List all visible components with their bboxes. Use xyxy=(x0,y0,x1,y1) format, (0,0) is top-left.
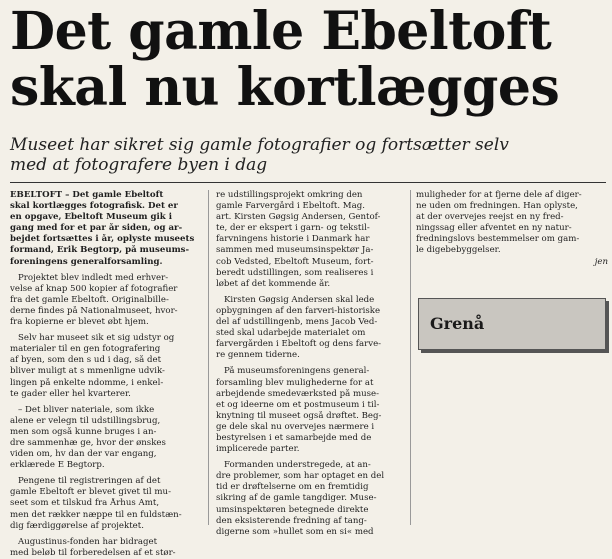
article-line: le digebebyggelser. xyxy=(416,245,501,256)
article-line: re gennem tiderne. xyxy=(216,350,300,361)
subheadline xyxy=(10,135,606,175)
article-line: art. Kirsten Gøgsig Andersen, Gentof- xyxy=(216,212,381,223)
article-line: EBELTOFT – Det gamle Ebeltoft xyxy=(10,190,164,200)
article-line: fra det gamle Ebeltoft. Originalbille- xyxy=(10,294,169,305)
article-line: viden om, hv dan der var engang, xyxy=(10,449,157,460)
article-line: arbejdende smedeværksted på muse- xyxy=(216,388,380,399)
divider-rule xyxy=(10,182,606,183)
article-line: beredt udstillingen, som realiseres i xyxy=(216,267,374,278)
article-line: knytning til museet også drøftet. Beg- xyxy=(216,410,382,421)
author-signature: jen xyxy=(594,256,608,267)
article-line: fra kopierne er blevet øbt hjem. xyxy=(10,317,149,328)
crossref-box xyxy=(418,298,606,350)
article-line: gang med for et par år siden, og ar- xyxy=(10,223,183,234)
article-line: gamle Farvergård i Ebeltoft. Mag. xyxy=(216,201,365,212)
article-line: et og ideerne om et postmuseum i til- xyxy=(216,399,380,410)
article-line: alene er velegn til udstillingsbrug, xyxy=(10,415,161,426)
article-line: te, der er ekspert i garn- og tekstil- xyxy=(216,223,370,234)
article-line: skal kortlægges fotografisk. Det er xyxy=(10,201,178,212)
article-line: fredningslovs bestemmelser om gam- xyxy=(416,234,580,245)
article-line: med beløb til forberedelsen af et stør- xyxy=(10,547,176,558)
article-line: bestyrelsen i et samarbejde med de xyxy=(216,432,372,443)
article-line: materialer til en gen fotografering xyxy=(10,344,161,355)
article-line: Kirsten Gøgsig Andersen skal lede xyxy=(224,294,375,305)
article-line: opbygningen af den farveri-historiske xyxy=(216,305,381,316)
article-line: ningssag eller afventet en ny natur- xyxy=(416,223,572,234)
article-line: cob Vedsted, Ebeltoft Museum, fort- xyxy=(216,256,374,267)
article-line: sammen med museumsinspektør Ja- xyxy=(216,245,374,256)
article-line: tid er drøftelserne om en fremtidig xyxy=(216,482,369,493)
article-line: af byen, som den s ud i dag, så det xyxy=(10,355,162,366)
article-line: umsinspektøren betegnede direkte xyxy=(216,504,369,515)
article-line: en opgave, Ebeltoft Museum gik i xyxy=(10,212,173,223)
subheadline-line-1: Museet har sikret sig gamle fotografier og fortsætter selv xyxy=(10,135,509,155)
article-line: men som også kunne bruges i an- xyxy=(10,426,157,437)
article-line: digerne som »hullet som en si« med xyxy=(216,526,374,537)
article-line: gamle Ebeltoft er blevet givet til mu- xyxy=(10,487,171,498)
article-line: del af udstillingenb, mens Jacob Ved- xyxy=(216,317,378,328)
article-column-1 xyxy=(10,190,202,559)
article-line: sted skal udarbejde materialet om xyxy=(216,328,366,339)
article-line: at der overvejes reejst en ny fred- xyxy=(416,212,564,223)
article-line: Formanden understregede, at an- xyxy=(224,460,371,471)
subheadline-line-2: med at fotografere byen i dag xyxy=(10,155,268,175)
article-line: På museumsforeningens general- xyxy=(224,366,370,377)
article-line: te gader eller hel kvarterer. xyxy=(10,388,131,399)
article-line: farvningens historie i Danmark har xyxy=(216,234,370,245)
article-line: velse af knap 500 kopier af fotografier xyxy=(10,283,178,294)
article-line: formand, Erik Begtorp, på museums- xyxy=(10,245,190,256)
article-line: Augustinus-fonden har bidraget xyxy=(18,536,158,547)
column-divider xyxy=(410,190,411,525)
article-line: Selv har museet sik et sig udstyr og xyxy=(18,333,175,344)
article-line: men det rækker næppe til en fuldstæn- xyxy=(10,509,182,520)
article-line: implicerede parter. xyxy=(216,444,300,455)
article-line: derne findes på Nationalmuseet, hvor- xyxy=(10,305,178,316)
headline xyxy=(10,1,606,118)
article-line: forsamling blev mulighederne for at xyxy=(216,377,374,388)
crossref-label: Grenå xyxy=(430,314,485,333)
article-column-2 xyxy=(216,190,408,538)
article-line: muligheder for at fjerne dele af diger- xyxy=(416,190,582,200)
article-line: dre sammenhæ ge, hvor der ønskes xyxy=(10,437,166,448)
headline-line-2: skal nu kortlægges xyxy=(10,57,560,118)
article-line: Pengene til registreringen af det xyxy=(18,476,161,487)
article-line: foreningens generalforsamling. xyxy=(10,256,163,267)
article-column-3 xyxy=(416,190,608,268)
column-divider xyxy=(208,190,209,525)
article-line: seet som et tilskud fra Århus Amt, xyxy=(10,498,160,509)
article-line: erklærede E Begtorp. xyxy=(10,460,105,471)
article-line: den eksisterende fredning af tang- xyxy=(216,515,367,526)
article-line: lingen på enkelte ndomme, i enkel- xyxy=(10,377,164,388)
article-line: dig færdiggørelse af projektet. xyxy=(10,520,144,531)
article-line: re udstillingsprojekt omkring den xyxy=(216,190,363,200)
article-line: ge dele skal nu overvejes nærmere i xyxy=(216,421,375,432)
article-line: farvergården i Ebeltoft og dens farve- xyxy=(216,339,382,350)
article-line: løbet af det kommende år. xyxy=(216,278,331,289)
article-line: Projektet blev indledt med erhver- xyxy=(18,272,169,283)
article-line: bliver muligt at s mmenligne udvik- xyxy=(10,366,165,377)
headline-line-1: Det gamle Ebeltoft xyxy=(10,1,552,62)
article-line: sikring af de gamle tangdiger. Muse- xyxy=(216,493,377,504)
article-line: dre problemer, som har optaget en del xyxy=(216,471,385,482)
article-line: bejdet fortsættes i år, oplyste museets xyxy=(10,234,195,245)
article-line: ne uden om fredningen. Han oplyste, xyxy=(416,201,578,212)
article-line: – Det bliver nateriale, som ikke xyxy=(18,404,155,415)
